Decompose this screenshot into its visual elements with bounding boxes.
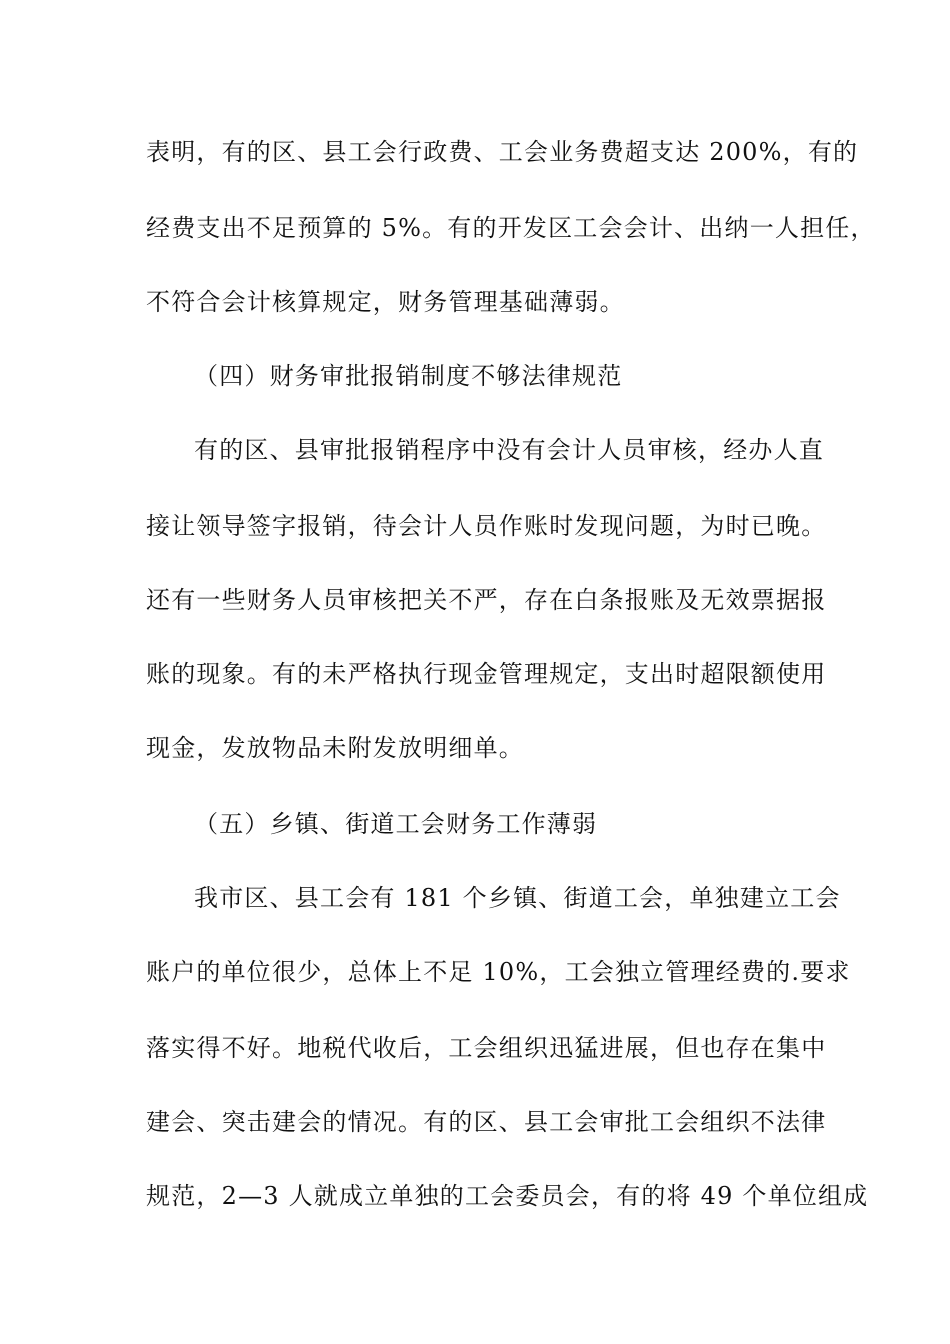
body-text-line: 不符合会计核算规定，财务管理基础薄弱。 (146, 288, 625, 316)
body-text-line: 账的现象。有的未严格执行现金管理规定，支出时超限额使用 (146, 660, 827, 688)
body-text-line: 建会、突击建会的情况。有的区、县工会审批工会组织不法律 (146, 1108, 827, 1136)
body-text-line: 落实得不好。地税代收后，工会组织迅猛进展，但也存在集中 (146, 1034, 827, 1062)
body-text-line: 表明，有的区、县工会行政费、工会业务费超支达 200%，有的 (146, 138, 859, 166)
body-text-line: 我市区、县工会有 181 个乡镇、街道工会，单独建立工会 (194, 884, 841, 912)
body-text-line: 还有一些财务人员审核把关不严，存在白条报账及无效票据报 (146, 586, 827, 614)
section-heading: （四）财务审批报销制度不够法律规范 (194, 362, 623, 390)
body-text-line: 规范，2—3 人就成立单独的工会委员会，有的将 49 个单位组成 (146, 1182, 869, 1210)
body-text-line: 接让领导签字报销，待会计人员作账时发现问题，为时已晚。 (146, 512, 827, 540)
body-text-line: 经费支出不足预算的 5%。有的开发区工会会计、出纳一人担任， (146, 214, 876, 242)
section-heading: （五）乡镇、街道工会财务工作薄弱 (194, 810, 598, 838)
body-text-line: 有的区、县审批报销程序中没有会计人员审核，经办人直 (194, 436, 824, 464)
body-text-line: 账户的单位很少，总体上不足 10%，工会独立管理经费的.要求 (146, 958, 851, 986)
body-text-line: 现金，发放物品未附发放明细单。 (146, 734, 524, 762)
